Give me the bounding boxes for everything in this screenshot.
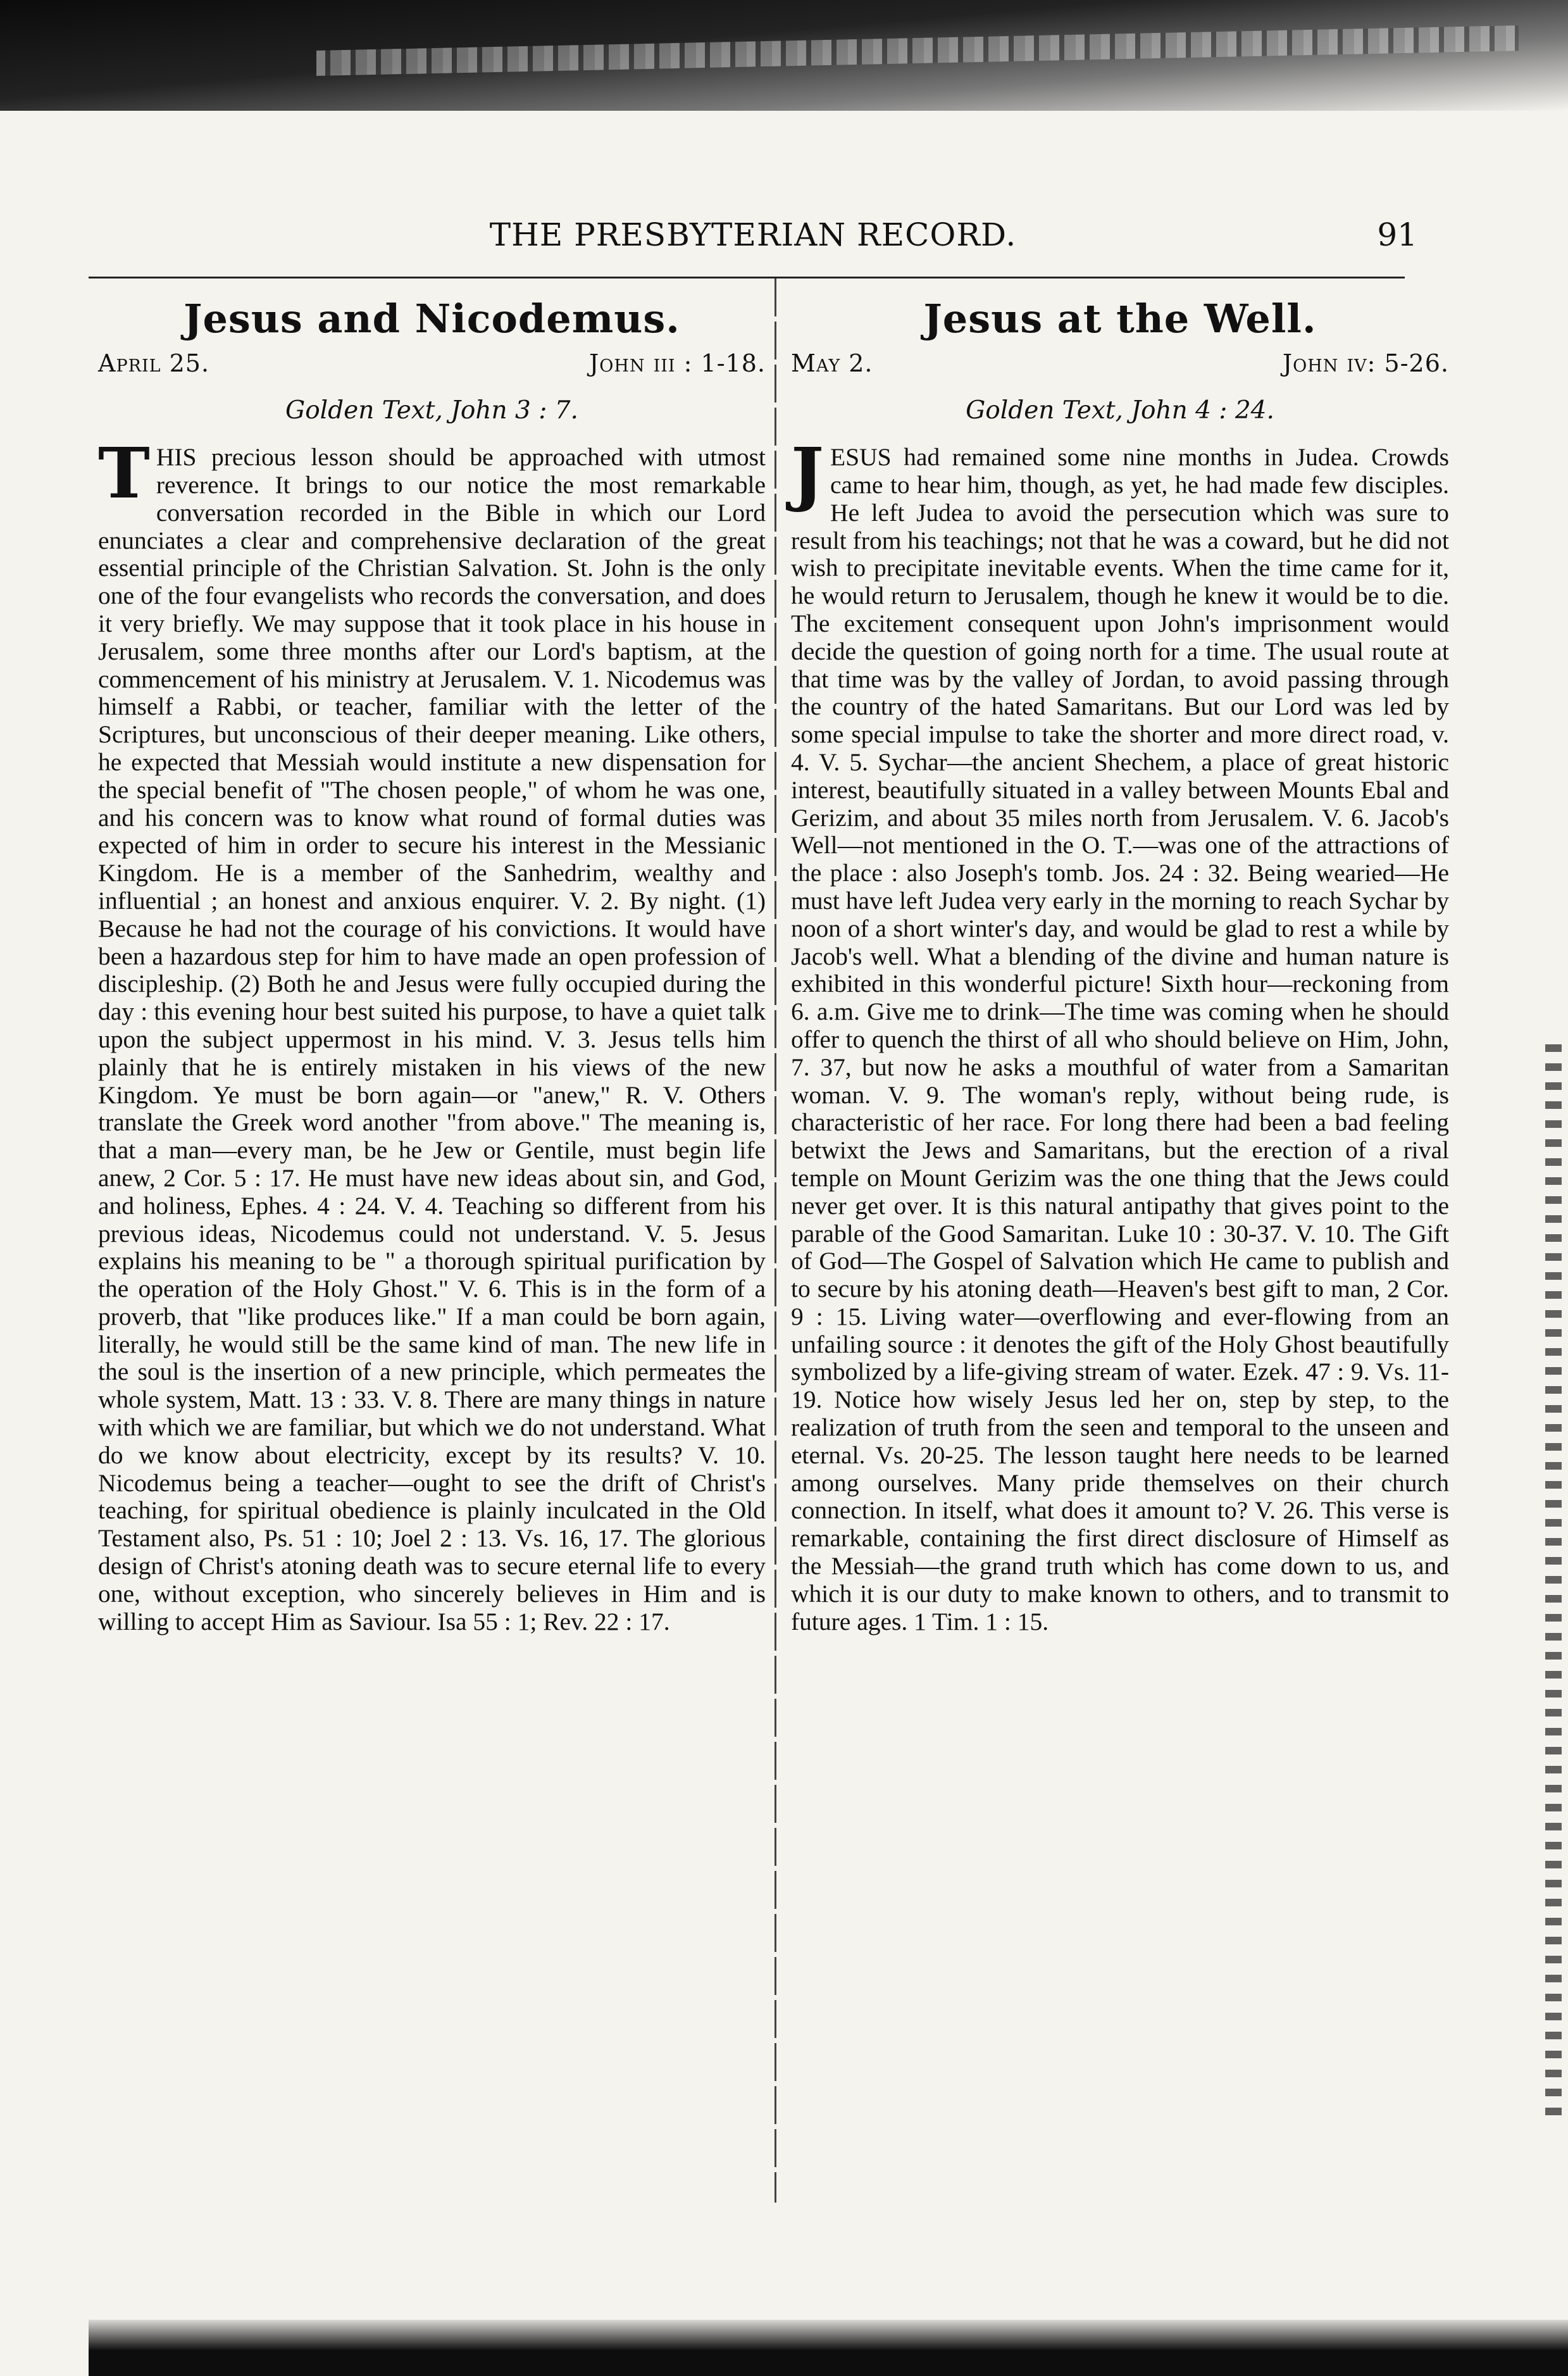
lesson-body <box>98 432 766 1635</box>
golden-text: Golden Text, John 3 : 7. <box>285 396 578 425</box>
lesson-meta <box>791 349 1449 377</box>
lesson-passage: John iii : 1-18. <box>588 349 766 378</box>
lesson-body <box>791 432 1449 1635</box>
lesson-title: Jesus at the Well. <box>923 296 1317 342</box>
drop-cap: J <box>791 432 824 515</box>
page-number: 91 <box>1377 216 1417 253</box>
lesson-title: Jesus and Nicodemus. <box>184 296 680 342</box>
running-title: THE PRESBYTERIAN RECORD. <box>489 216 1017 253</box>
drop-cap: T <box>98 432 150 515</box>
lesson-date: May 2. <box>791 349 873 378</box>
running-head <box>89 216 1417 261</box>
column-divider <box>775 278 776 2203</box>
scan-edge-bottom <box>89 2320 1568 2376</box>
lesson-right <box>791 297 1449 1635</box>
lesson-body-text: HIS precious lesson should be approached with utmost reverence. It brings to our notice the most remarkable conversation recorded in the Bible in which our Lord enunciates a clear and comprehensive declaration of the great essential principle of the Christian Salvation. St. John is the only one of the four evangelists who records the conversation, and does it very briefly. We may suppose that it took place in his house in Jerusalem, some three months after our Lord's baptism, at the commencement of his ministry at Jerusalem. V. 1. Nicodemus was himself a Rabbi, or teacher, familiar with the letter of the Scriptures, but unconscious of their deeper meaning. Like others, he expected that Messiah would institute a new dispensation for the special benefit of "The chosen people," of whom he was one, and his concern was to know what round of formal duties was expected of him in order to secure his interest in the Messianic Kingdom. He is a member of the Sanhedrim, wealthy and influential ; an honest and anxious enquirer. V. 2. By night. (1) Because he had not the courage of his convictions. It would have been a hazardous step for him to have made an open profession of discipleship. (2) Both he and Jesus were fully occupied during the day : this evening hour best suited his purpose, to have a quiet talk upon the subject uppermost in his mind. V. 3. Jesus tells him plainly that he is entirely mistaken in his views of the new Kingdom. Ye must be born again—or "anew," R. V. Others translate the Greek word another "from above." The meaning is, that a man—every man, be he Jew or Gentile, must begin life anew, 2 Cor. 5 : 17. He must have new ideas about sin, and God, and holiness, Ephes. 4 : 24. V. 4. Teaching so different from his previous ideas, Nicodemus could not understand. V. 5. Jesus explains his meaning to be " a thorough spiritual purification by the operation of the Holy Ghost." V. 6. This is in the form of a proverb, that "like produces like." If a man could be born again, literally, he would still be the same kind of man. The new life in the soul is the insertion of a new principle, which permeates the whole system, Matt. 13 : 33. V. 8. There are many things in nature with which we are familiar, but which we do not understand. What do we know about electricity, except by its results? V. 10. Nicodemus being a teacher—ought to see the drift of Christ's teaching, for spiritual obedience is plainly inculcated in the Old Testament also, Ps. 51 : 10; Joel 2 : 13. Vs. 16, 17. The glorious design of Christ's atoning death was to secure eternal life to every one, without exception, who sincerely believes in Him and is willing to accept Him as Saviour. Isa 55 : 1; Rev. 22 : 17. <box>98 443 766 1635</box>
lesson-body-text: ESUS had remained some nine months in Judea. Crowds came to hear him, though, as yet, he had made few disciples. He left Judea to avoid the persecution which was sure to result from his teachings; not that he was a coward, but he did not wish to precipitate inevitable events. When the time came for it, he would return to Jerusalem, though he knew it would be to die. The excitement consequent upon John's imprisonment would decide the question of going north for a time. The usual route at that time was by the valley of Jordan, to avoid passing through the country of the hated Samaritans. But our Lord was led by some special impulse to take the shorter and more direct road, v. 4. V. 5. Sychar—the ancient Shechem, a place of great historic interest, beautifully situated in a valley between Mounts Ebal and Gerizim, and about 35 miles north from Jerusalem. V. 6. Jacob's Well—not mentioned in the O. T.—was one of the attractions of the place : also Joseph's tomb. Jos. 24 : 32. Being wearied—He must have left Judea very early in the morning to reach Sychar by noon of a short winter's day, and would be glad to rest a while by Jacob's well. What a blending of the divine and human nature is exhibited in this wonderful picture! Sixth hour—reckoning from 6. a.m. Give me to drink—The time was coming when he should offer to quench the thirst of all who should believe on Him, John, 7. 37, but now he asks a mouthful of water from a Samaritan woman. V. 9. The woman's reply, without being rude, is characteristic of her race. For long there had been a bad feeling betwixt the Jews and Samaritans, but the erection of a rival temple on Mount Gerizim was the one thing that the Jews could never get over. It is this natural antipathy that gives point to the parable of the Good Samaritan. Luke 10 : 30-37. V. 10. The Gift of God—The Gospel of Salvation which He came to publish and to secure by his atoning death—Heaven's best gift to man, 2 Cor. 9 : 15. Living water—overflowing and ever-flowing from an unfailing source : it denotes the gift of the Holy Ghost beautifully symbolized by a life-giving stream of water. Ezek. 47 : 9. Vs. 11-19. Notice how wisely Jesus led her on, step by step, to the realization of truth from the seen and temporal to the unseen and eternal. Vs. 20-25. The lesson taught here needs to be learned among ourselves. Many pride themselves on their church connection. In itself, what does it amount to? V. 26. This verse is remarkable, containing the first direct disclosure of Himself as the Messiah—the grand truth which has come down to us, and which it is our duty to make known to others, and to transmit to future ages. 1 Tim. 1 : 15. <box>791 443 1449 1635</box>
lesson-date: April 25. <box>98 349 210 378</box>
header-rule <box>89 277 1405 278</box>
golden-text: Golden Text, John 4 : 24. <box>966 396 1274 425</box>
lesson-left <box>98 297 766 1635</box>
scan-edge-right <box>1545 1044 1562 2120</box>
lesson-meta <box>98 349 766 377</box>
lesson-passage: John iv: 5-26. <box>1282 349 1449 378</box>
